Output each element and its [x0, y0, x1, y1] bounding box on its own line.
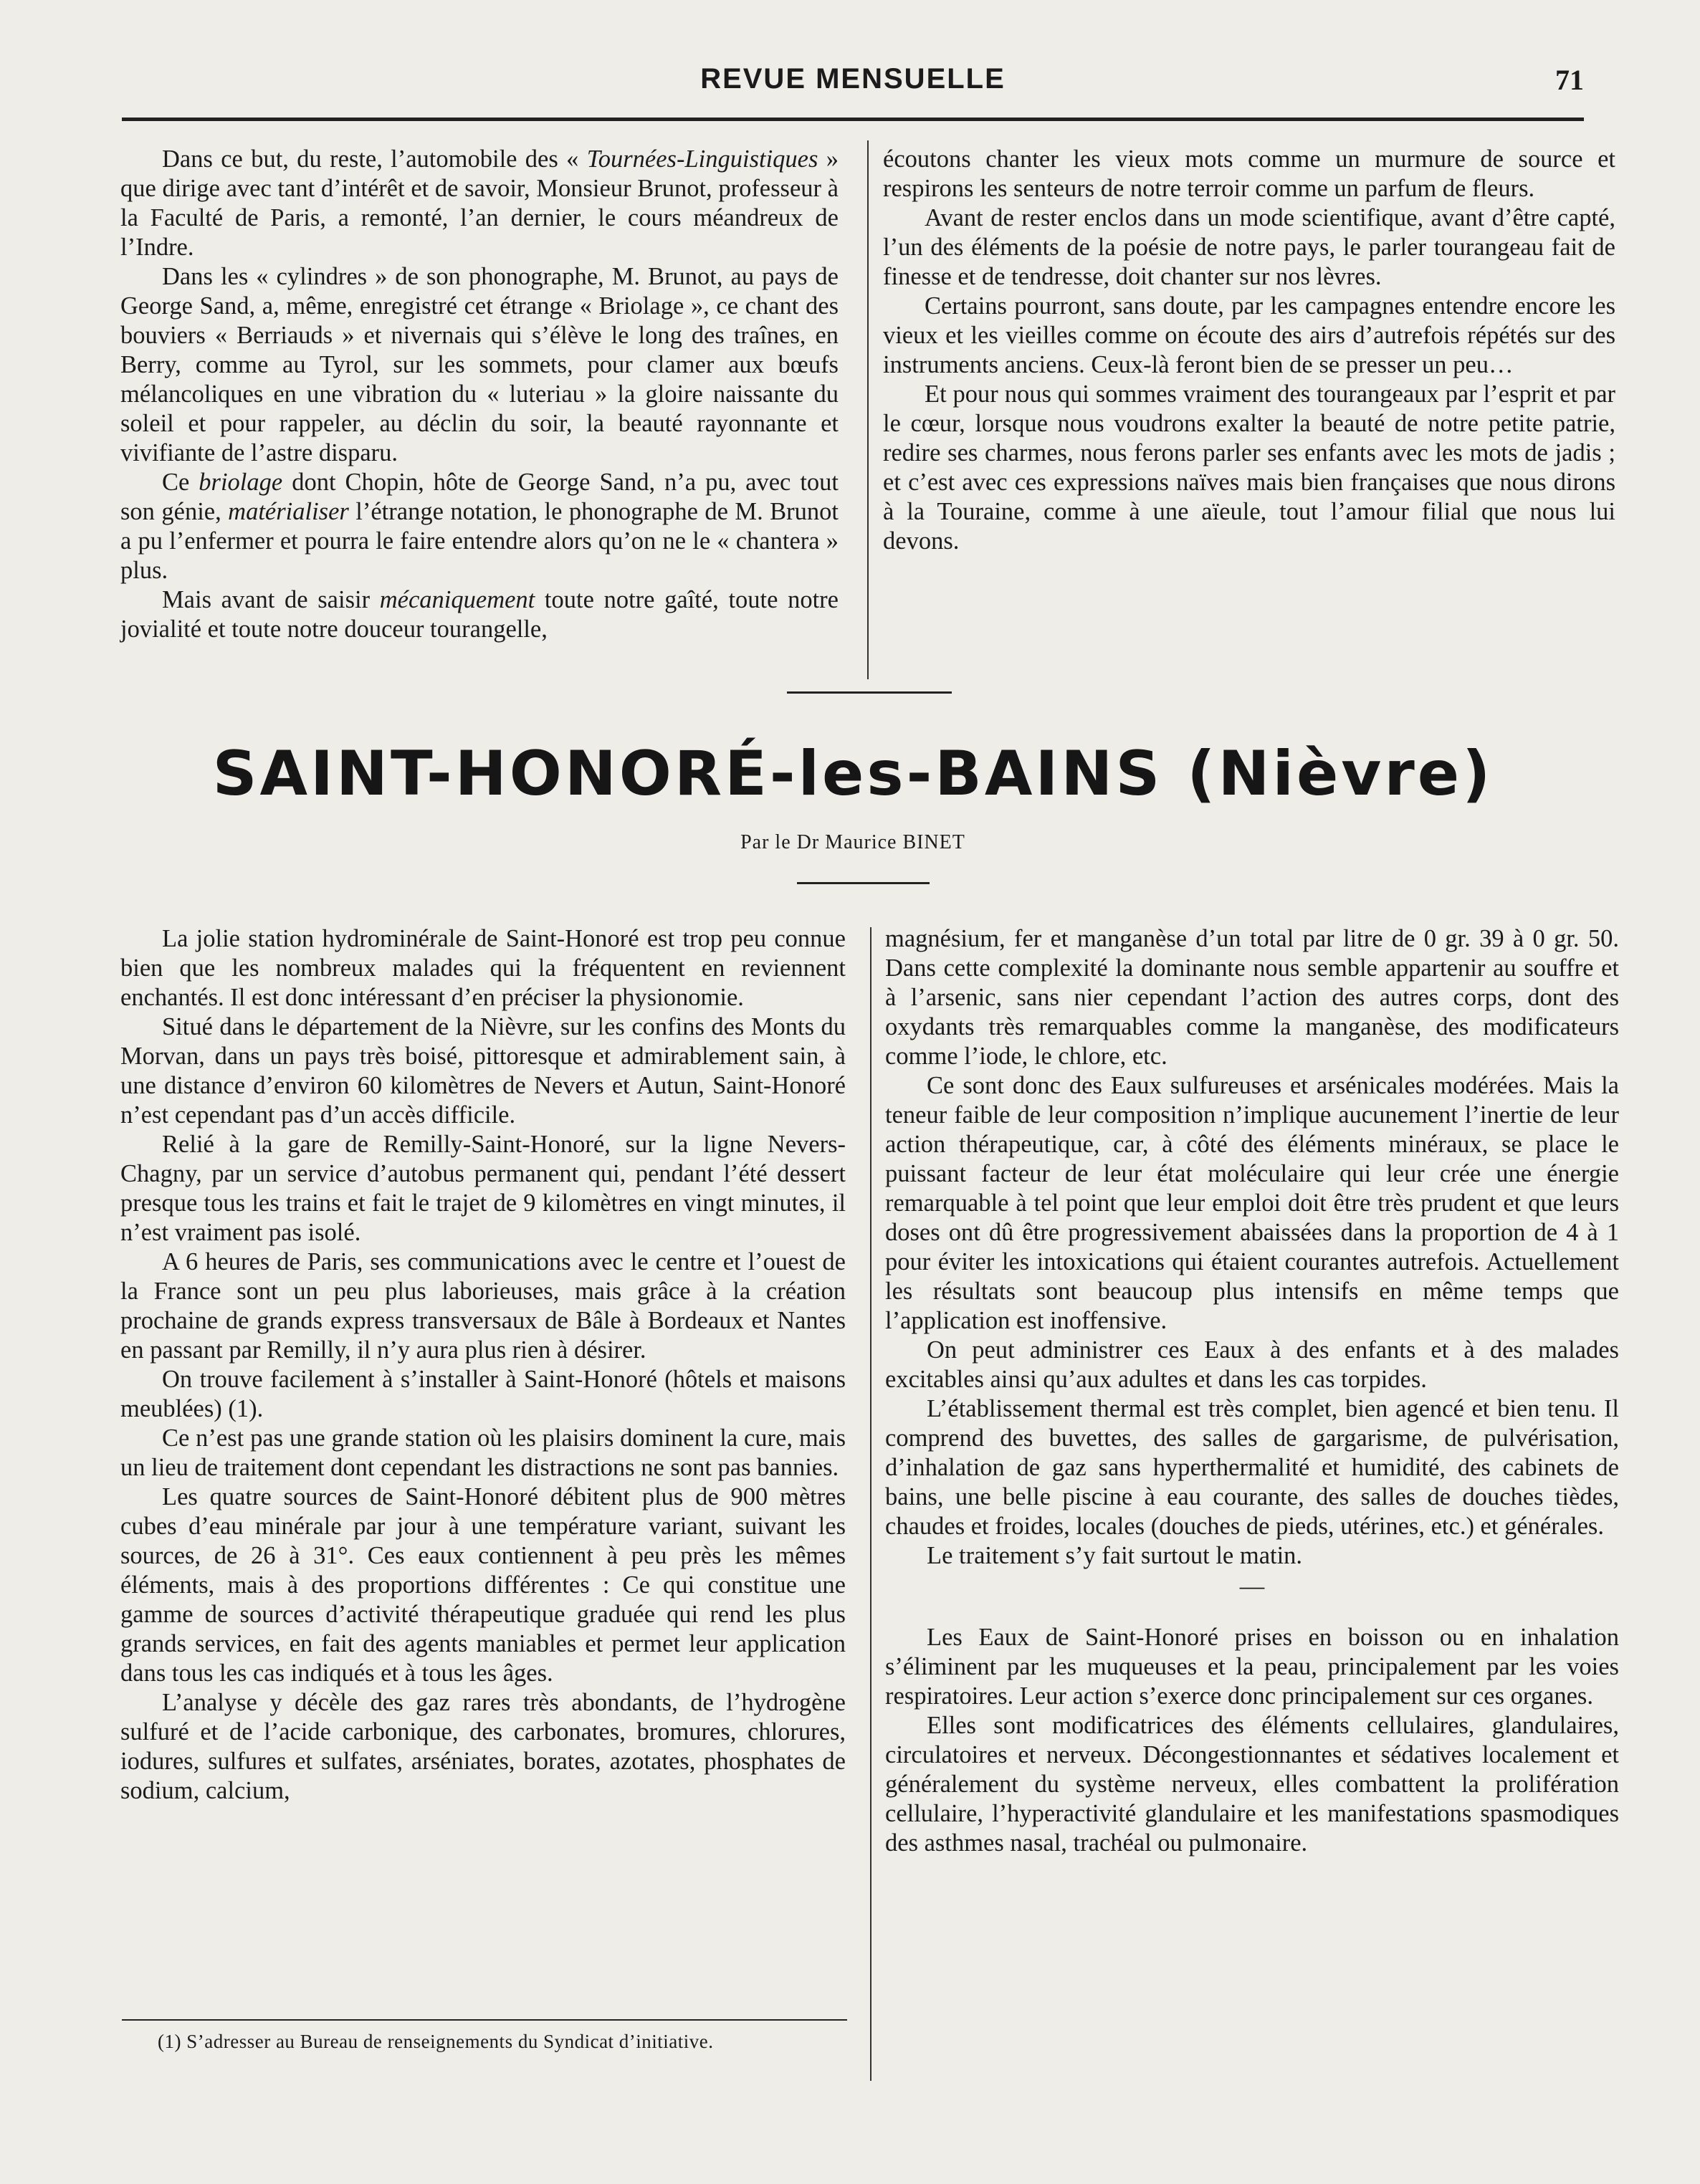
paragraph: Mais avant de saisir mécaniquement toute notre gaîté, toute notre jovialité et toute notre douceur tourangelle,: [120, 586, 839, 643]
page-number: 71: [1555, 64, 1584, 96]
column-divider: [867, 140, 869, 679]
header-rule: [122, 118, 1584, 121]
paragraph: Ce briolage dont Chopin, hôte de George Sand, n’a pu, avec tout son génie, matérialiser l’étrange notation, le phonographe de M. Brunot a pu l’enfermer et pourra le faire entendre alors qu’on ne le « chantera » plus.: [120, 469, 839, 584]
paragraph: L’analyse y décèle des gaz rares très abondants, de l’hydrogène sulfuré et de l’acide carbonique, des carbonates, bromures, chlorures, iodures, sulfures et sulfates, arséniates, borates, azotates, phosphates de sodium, calcium,: [120, 1689, 846, 1804]
column-divider: [870, 927, 872, 2081]
paragraph: A 6 heures de Paris, ses communications avec le centre et l’ouest de la France sont un peu plus laborieuses, mais grâce à la création prochaine de grands express transversaux de Bâle à Bordeaux et Nantes en passant par Remilly, il n’y aura plus rien à désirer.: [120, 1248, 846, 1364]
paragraph: L’établissement thermal est très complet, bien agencé et bien tenu. Il comprend des buvettes, des salles de gargarisme, de pulvérisation, d’inhalation de gaz sans hyperthermalité et humidité, des cabinets de bains, une belle piscine à eau courante, des salles de douches tièdes, chaudes et froides, locales (douches de pieds, utérines, etc.) et générales.: [885, 1395, 1619, 1540]
paragraph: On trouve facilement à s’installer à Saint-Honoré (hôtels et maisons meublées) (1).: [120, 1366, 846, 1422]
paragraph: écoutons chanter les vieux mots comme un murmure de source et respirons les senteurs de notre terroir comme un parfum de fleurs.: [883, 145, 1615, 202]
paragraph: On peut administrer ces Eaux à des enfants et à des malades excitables ainsi qu’aux adultes et dans les cas torpides.: [885, 1336, 1619, 1393]
paragraph: Elles sont modificatrices des éléments cellulaires, glandulaires, circulatoires et nerveux. Décongestionnantes et sédatives localement et généralement du système nerveux, elles combattent la prolifération cellulaire, l’hyperactivité glandulaire et les manifestations spasmodiques des asthmes nasal, trachéal ou pulmonaire.: [885, 1712, 1619, 1857]
paragraph: Et pour nous qui sommes vraiment des tourangeaux par l’esprit et par le cœur, lorsque nous voudrons exalter la beauté de notre petite patrie, redire ses charmes, nous ferons parler ses enfants avec les mots de jadis ; et c’est avec ces expressions naïves mais bien françaises que nous dirons à la Touraine, comme à une aïeule, tout l’amour filial que nous lui devons.: [883, 380, 1615, 555]
paragraph: Relié à la gare de Remilly-Saint-Honoré, sur la ligne Nevers-Chagny, par un service d’autobus permanent qui, pendant l’été dessert presque tous les trains et fait le trajet de 9 kilomètres en vingt minutes, il n’est vraiment pas isolé.: [120, 1131, 846, 1246]
paragraph: Les quatre sources de Saint-Honoré débitent plus de 900 mètres cubes d’eau minérale par jour à une température variant, suivant les sources, de 26 à 31°. Ces eaux contiennent à peu près les mêmes éléments, mais à des proportions différentes : Ce qui constitue une gamme de sources d’activité thérapeutique graduée qui rend les plus grands services, en fait des agents maniables et permet leur application dans tous les cas indiqués et à tous les âges.: [120, 1483, 846, 1687]
paragraph: La jolie station hydrominérale de Saint-Honoré est trop peu connue bien que les nombreux malades qui la fréquentent en reviennent enchantés. Il est donc intéressant d’en préciser la physionomie.: [120, 925, 846, 1011]
article-left-column: [120, 924, 846, 1806]
article-right-column: [885, 924, 1619, 1858]
footnote: (1) S’adresser au Bureau de renseignements du Syndicat d’initiative.: [158, 2031, 714, 2052]
paragraph: Dans ce but, du reste, l’automobile des « Tournées-Linguistiques » que dirige avec tant d’intérêt et de savoir, Monsieur Brunot, professeur à la Faculté de Paris, a remonté, l’an dernier, le cours méandreux de l’Indre.: [120, 145, 839, 261]
paragraph: Le traitement s’y fait surtout le matin.: [927, 1542, 1303, 1569]
previous-article-left-column: [120, 145, 839, 644]
paragraph: Dans les « cylindres » de son phonographe, M. Brunot, au pays de George Sand, a, même, enregistré cet étrange « Briolage », ce chant des bouviers « Berriauds » et nivernais qui s’élève le long des traînes, en Berry, comme au Tyrol, sur les sommets, pour clamer aux bœufs mélancoliques en une vibration du « luteriau » la gloire naissante du soleil et pour rappeler, au déclin du soir, la beauté rayonnante et vivifiante de l’astre disparu.: [120, 263, 839, 466]
article-title: SAINT-HONORÉ-les-BAINS (Nièvre): [212, 738, 1494, 810]
paragraph: Situé dans le département de la Nièvre, sur les confins des Monts du Morvan, dans un pays très boisé, pittoresque et admirablement sain, à une distance d’environ 60 kilomètres de Nevers et Autun, Saint-Honoré n’est cependant pas d’un accès difficile.: [120, 1013, 846, 1129]
running-header: [122, 63, 1584, 106]
byline: Par le Dr Maurice BINET: [740, 831, 965, 853]
paragraph: magnésium, fer et manganèse d’un total par litre de 0 gr. 39 à 0 gr. 50. Dans cette complexité la dominante nous semble appartenir au souffre et à l’arsenic, sans nier cependant l’action des autres corps, dont des oxydants très remarquables comme la manganèse, des modificateurs comme l’iode, le chlore, etc.: [885, 925, 1619, 1070]
running-title: REVUE MENSUELLE: [700, 63, 1006, 95]
previous-article-right-column: [883, 145, 1615, 556]
paragraph: Ce n’est pas une grande station où les plaisirs dominent la cure, mais un lieu de traitement dont cependant les distractions ne sont pas bannies.: [120, 1424, 846, 1481]
title-underline: [797, 882, 930, 884]
paragraph: Ce sont donc des Eaux sulfureuses et arsénicales modérées. Mais la teneur faible de leur composition n’implique aucunement l’inertie de leur action thérapeutique, car, à côté des éléments minéraux, se place le puissant facteur de leur état moléculaire qui leur crée une énergie remarquable à tel point que leur emploi doit être très prudent et que leurs doses ont dû être progressivement abaissées dans la proportion de 4 à 1 pour éviter les intoxications qui étaient courantes autrefois. Actuellement les résultats sont beaucoup plus intensifs en même temps que l’application est inoffensive.: [885, 1072, 1619, 1334]
paragraph: Certains pourront, sans doute, par les campagnes entendre encore les vieux et les vieilles comme on écoute des airs d’autrefois répétés sur des instruments anciens. Ceux-là feront bien de se presser un peu…: [883, 292, 1615, 378]
section-separator: [787, 691, 952, 694]
footnote-rule: [122, 2019, 847, 2021]
paragraph: Les Eaux de Saint-Honoré prises en boisson ou en inhalation s’éliminent par les muqueuses et la peau, principalement par les voies respiratoires. Leur action s’exerce donc principalement sur ces organes.: [885, 1624, 1619, 1710]
paragraph: Avant de rester enclos dans un mode scientifique, avant d’être capté, l’un des éléments de la poésie de notre pays, le parler tourangeau fait de finesse et de tendresse, doit chanter sur nos lèvres.: [883, 204, 1615, 290]
section-dash: —: [1239, 1573, 1265, 1600]
